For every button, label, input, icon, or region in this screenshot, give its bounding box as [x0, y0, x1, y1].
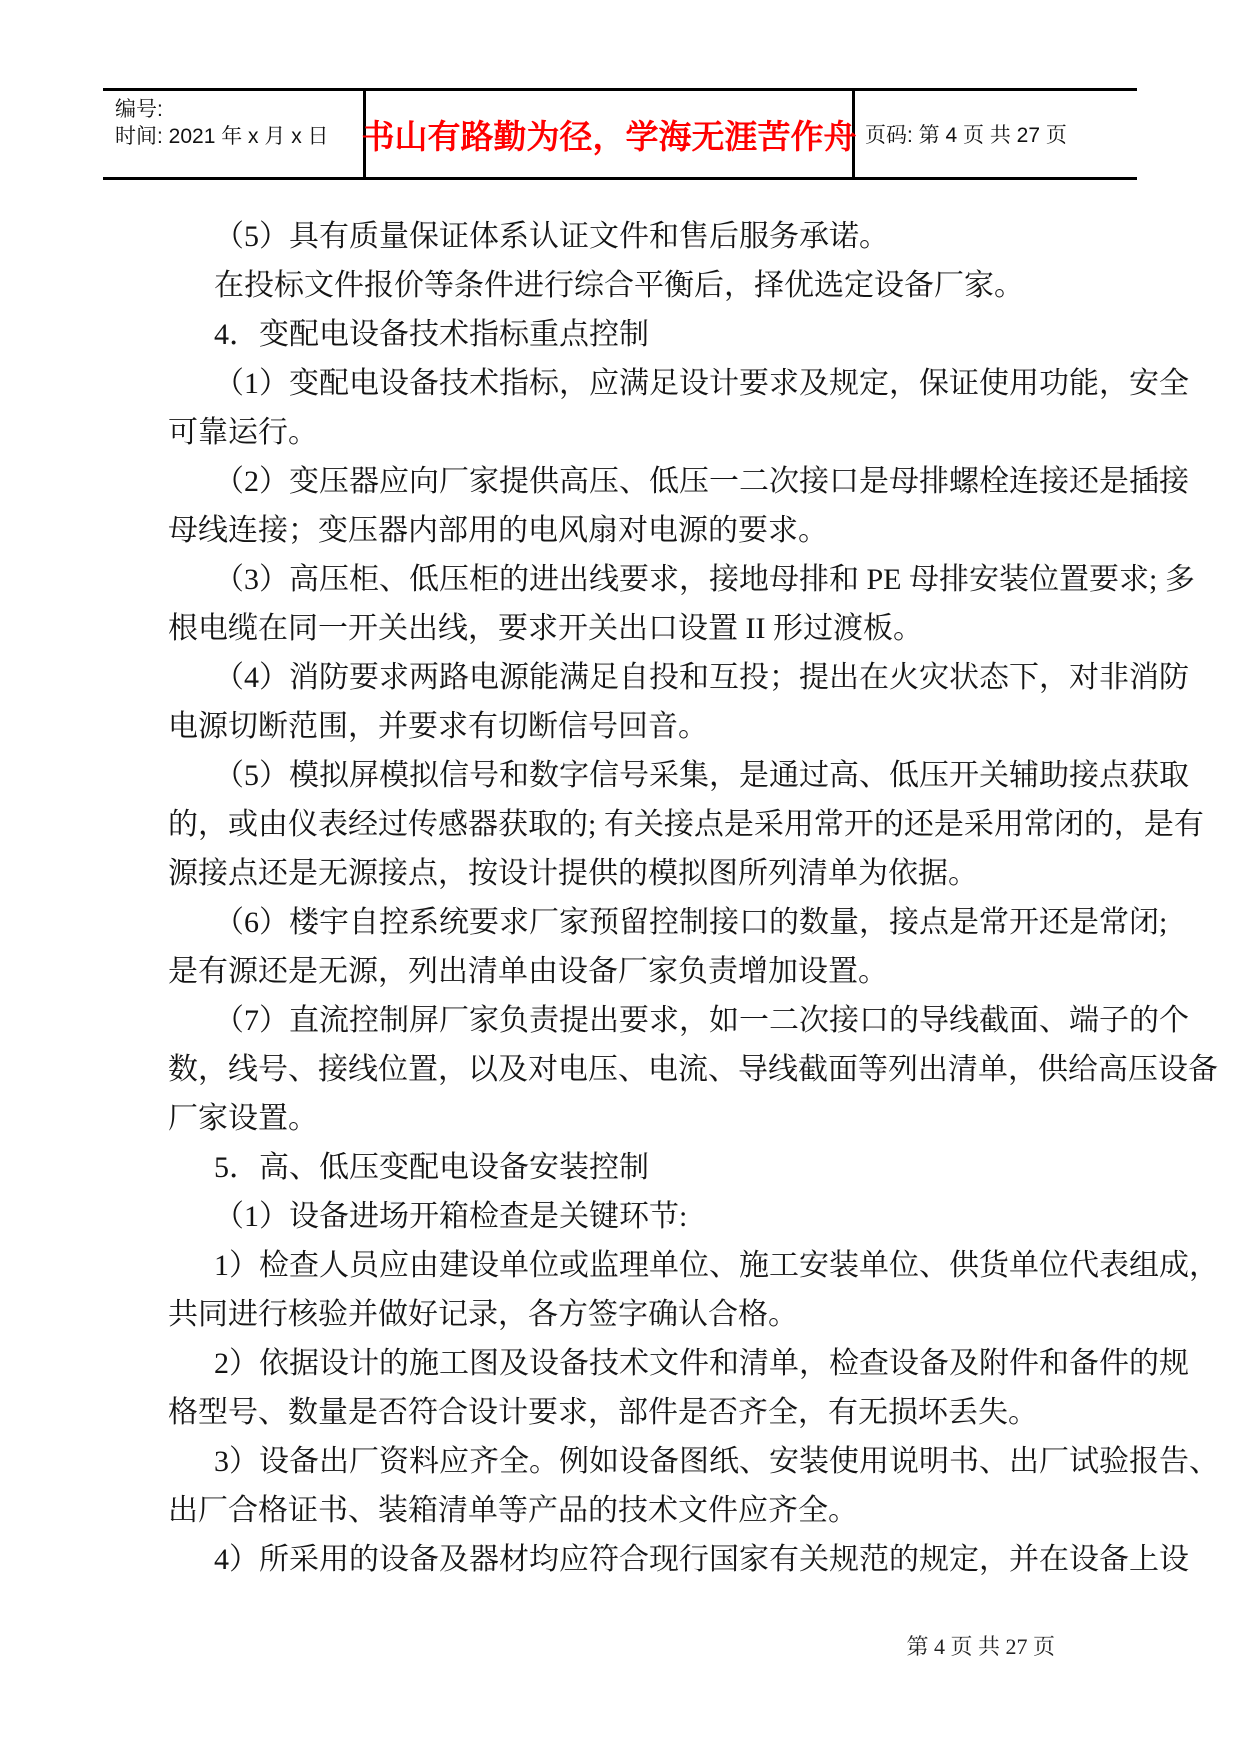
doc-number-label: 编号: — [115, 98, 163, 121]
page-number-label: 页码: 第 4 页 共 27 页 — [865, 124, 1067, 147]
body-line: 电源切断范围，并要求有切断信号回音。 — [168, 710, 708, 743]
body-line: 厂家设置。 — [168, 1102, 318, 1135]
header-table — [103, 88, 1137, 180]
body-line: 根电缆在同一开关出线，要求开关出口设置 II 形过渡板。 — [168, 612, 923, 645]
body-line: （2）变压器应向厂家提供高压、低压一二次接口是母排螺栓连接还是插接 — [214, 465, 1189, 498]
body-line: （7）直流控制屏厂家负责提出要求，如一二次接口的导线截面、端子的个 — [214, 1004, 1189, 1037]
body-line: （5）模拟屏模拟信号和数字信号采集，是通过高、低压开关辅助接点获取 — [214, 759, 1189, 792]
body-line: 母线连接；变压器内部用的电风扇对电源的要求。 — [168, 514, 828, 547]
body-line: （6）楼宇自控系统要求厂家预留控制接口的数量，接点是常开还是常闭; — [214, 906, 1168, 939]
body-line: （5）具有质量保证体系认证文件和售后服务承诺。 — [214, 220, 889, 253]
body-line: （4）消防要求两路电源能满足自投和互投；提出在火灾状态下，对非消防 — [214, 661, 1189, 694]
body-line: （1）变配电设备技术指标，应满足设计要求及规定，保证使用功能，安全 — [214, 367, 1189, 400]
body-line: 格型号、数量是否符合设计要求，部件是否齐全，有无损坏丢失。 — [168, 1396, 1038, 1429]
motto-text: 书山有路勤为径，学海无涯苦作舟 — [361, 119, 857, 156]
body-line: 2）依据设计的施工图及设备技术文件和清单，检查设备及附件和备件的规 — [214, 1347, 1189, 1380]
header-cell-left — [103, 91, 363, 177]
body-line: （1）设备进场开箱检查是关键环节: — [214, 1200, 688, 1233]
header-cell-motto — [361, 91, 857, 177]
body-line: 1）检查人员应由建设单位或监理单位、施工安装单位、供货单位代表组成， — [214, 1249, 1219, 1282]
body-line: 数，线号、接线位置，以及对电压、电流、导线截面等列出清单，供给高压设备 — [168, 1053, 1218, 1086]
body-line: 在投标文件报价等条件进行综合平衡后，择优选定设备厂家。 — [214, 269, 1024, 302]
body-line: 3）设备出厂资料应齐全。例如设备图纸、安装使用说明书、出厂试验报告、 — [214, 1445, 1219, 1478]
body-line: 4）所采用的设备及器材均应符合现行国家有关规范的规定，并在设备上设 — [214, 1543, 1189, 1576]
header-cell-page — [855, 91, 1137, 177]
body-line: 可靠运行。 — [168, 416, 318, 449]
body-line: 源接点还是无源接点，按设计提供的模拟图所列清单为依据。 — [168, 857, 978, 890]
body-line: 的，或由仪表经过传感器获取的; 有关接点是采用常开的还是采用常闭的，是有 — [168, 808, 1204, 841]
body-line: 是有源还是无源，列出清单由设备厂家负责增加设置。 — [168, 955, 888, 988]
body-line: （3）高压柜、低压柜的进出线要求，接地母排和 PE 母排安装位置要求; 多 — [214, 563, 1195, 596]
body-line: 共同进行核验并做好记录，各方签字确认合格。 — [168, 1298, 798, 1331]
page-footer: 第 4 页 共 27 页 — [906, 1634, 1055, 1659]
body-line: 4．变配电设备技术指标重点控制 — [214, 318, 649, 351]
body-text — [168, 212, 1219, 1584]
body-line: 5．高、低压变配电设备安装控制 — [214, 1151, 649, 1184]
doc-time-label: 时间: 2021 年 x 月 x 日 — [115, 125, 329, 148]
body-line: 出厂合格证书、装箱清单等产品的技术文件应齐全。 — [168, 1494, 858, 1527]
